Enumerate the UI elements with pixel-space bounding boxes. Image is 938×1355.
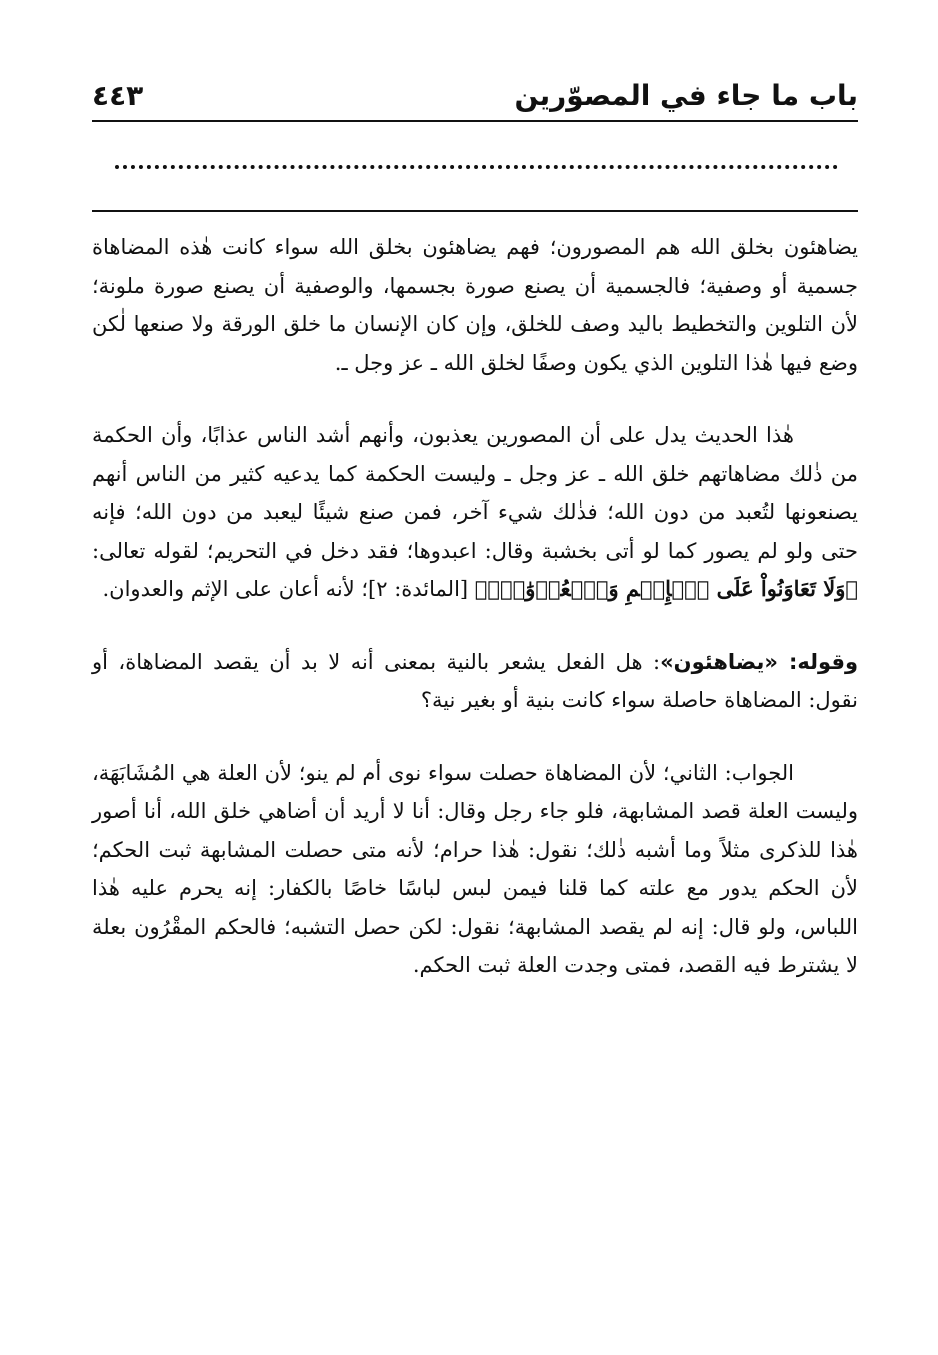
paragraph-4: الجواب: الثاني؛ لأن المضاهاة حصلت سواء نوى أم لم ينو؛ لأن العلة هي المُشَابَهَة، وليست العلة قصد المشابهة، فلو جاء رجل وقال: أنا لا أريد أن أضاهي خلق الله، أنا أصور هٰذا للذكرى مثلاً وما أشبه ذٰلك؛ نقول: هٰذا حرام؛ لأنه متى حصلت المشابهة ثبت الحكم؛ لأن الحكم يدور مع علته كما قلنا فيمن لبس لباسًا خاصًا بالكفار: إنه يحرم عليه هٰذا اللباس، ولو قال: إنه لم يقصد المشابهة؛ نقول: لكن حصل التشبه؛ فالحكم المقْرُون بعلة لا يشترط فيه القصد، فمتى وجدت العلة ثبت الحكم. — [92, 760, 858, 977]
commentary-body — [92, 228, 858, 985]
quoted-phrase: وقوله: «يضاهئون» — [660, 649, 858, 674]
paragraph-2-text: هٰذا الحديث يدل على أن المصورين يعذبون، وأنهم أشد الناس عذابًا، وأن الحكمة من ذٰلك مضاهاتهم خلق الله ـ عز وجل ـ وليست الحكمة كما يدعيه كثير من الناس أنهم يصنعونها لتُعبد من دون الله؛ فذٰلك شيء آخر، فمن صنع شيئًا ليعبد من دون الله؛ فإنه حتى ولو لم يصور كما لو أتى بخشبة وقال: اعبدوها؛ فقد دخل في التحريم؛ لقوله تعالى: — [92, 423, 858, 563]
page-header — [92, 60, 858, 110]
quran-verse: ﴿وَلَا تَعَاوَنُواْ عَلَى ٱلۡإِثۡمِ وَٱلۡعُدۡوَٰنِۚ﴾ — [474, 576, 858, 601]
dotted-separator — [115, 165, 838, 169]
paragraph-3-text: : هل الفعل يشعر بالنية بمعنى أنه لا بد أن يقصد المضاهاة، أو نقول: المضاهاة حاصلة سواء كانت بنية أو بغير نية؟ — [92, 649, 858, 712]
chapter-title: باب ما جاء في المصوّرين — [514, 79, 858, 112]
separator-rule — [92, 210, 858, 212]
header-rule — [92, 120, 858, 122]
paragraph-1: يضاهئون بخلق الله هم المصورون؛ فهم يضاهئون بخلق الله سواء كانت هٰذه المضاهاة جسمية أو وصفية؛ فالجسمية أن يصنع صورة بجسمها، والوصفية أن يصنع صورة ملونة؛ لأن التلوين والتخطيط باليد وصف للخلق، وإن كان الإنسان ما خلق الورقة ولا صنعها لٰكن وضع فيها هٰذا التلوين الذي يكون وصفًا لخلق الله ـ عز وجل ـ. — [92, 235, 858, 375]
paragraph-3 — [92, 643, 858, 720]
paragraph-2 — [92, 416, 858, 609]
verse-reference: [المائدة: ٢]؛ لأنه أعان على الإثم والعدوان. — [102, 577, 475, 601]
page-number: ٤٤٣ — [92, 79, 144, 112]
